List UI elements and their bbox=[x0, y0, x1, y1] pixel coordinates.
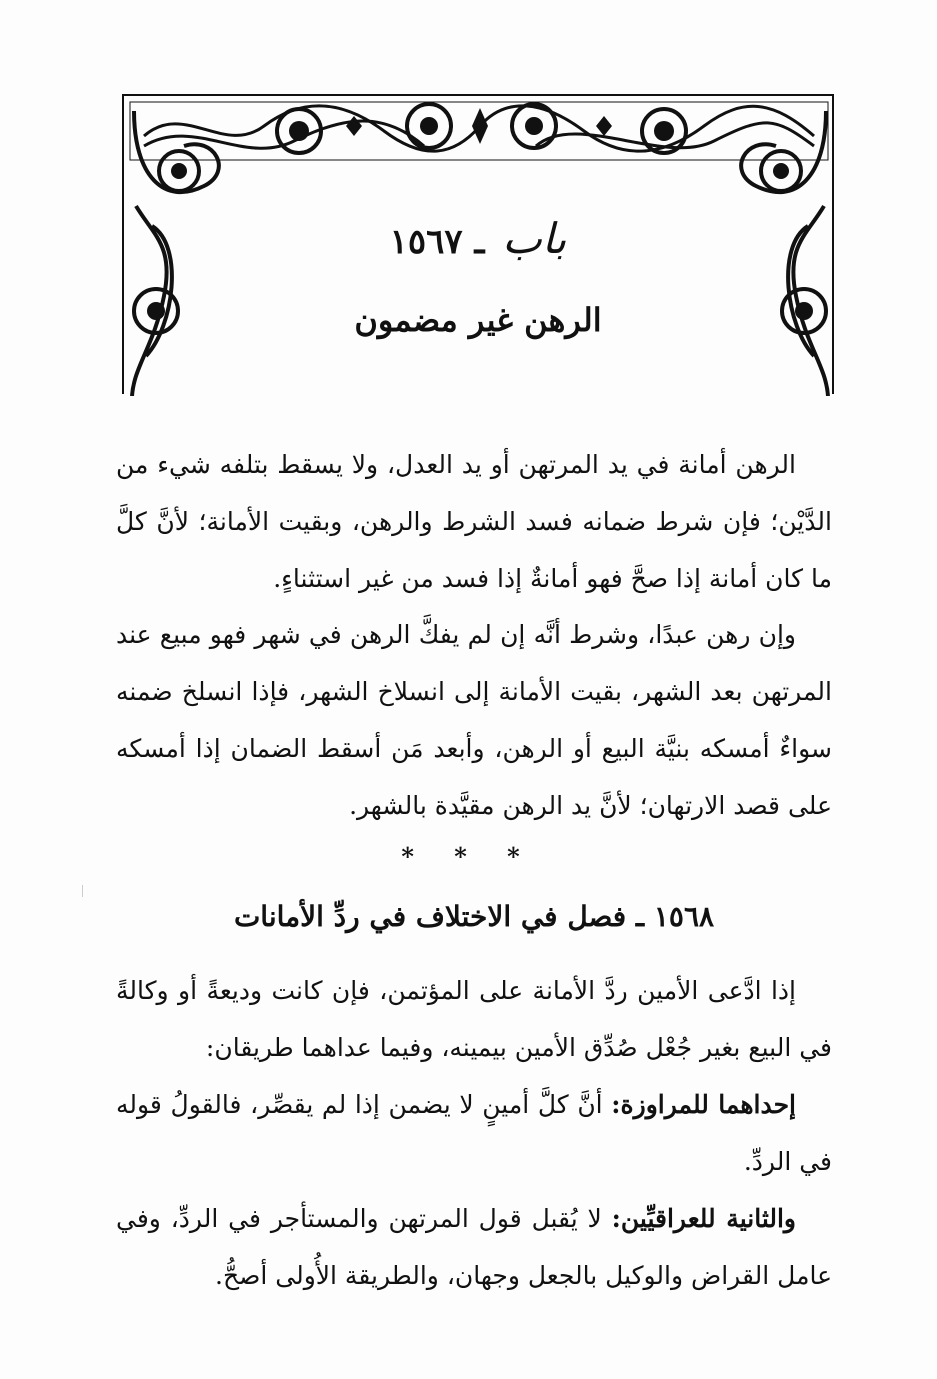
paragraph bbox=[116, 1076, 832, 1190]
paragraph: إذا ادَّعى الأمين ردَّ الأمانة على المؤتمن، فإن كانت وديعةً أو وكالةً في البيع بغير جُعْل صُدِّق الأمين بيمينه، وفيما عداهما طريقان: bbox=[116, 976, 832, 1062]
paragraph-text: لا يُقبل قول المرتهن والمستأجر في الردِّ، وفي عامل القراض والوكيل بالجعل وجهان، والطريقة الأُولى أصحُّ. bbox=[116, 1204, 832, 1290]
margin-mark bbox=[82, 885, 83, 897]
paragraph: وإن رهن عبدًا، وشرط أنَّه إن لم يفكَّ الرهن في شهر فهو مبيع عند المرتهن بعد الشهر، بقيت الأمانة إلى انسلاخ الشهر، فإذا انسلخ ضمنه سواءٌ أمسكه بنيَّة البيع أو الرهن، وأبعد مَن أسقط الضمان إذا أمسكه على قصد الارتهان؛ لأنَّ يد الرهن مقيَّدة بالشهر. bbox=[116, 620, 832, 820]
chapter-number: ١٥٦٧ bbox=[389, 222, 463, 262]
section-separator: * * * bbox=[401, 842, 536, 871]
ornamental-frame bbox=[122, 94, 834, 394]
paragraph-lead: والثانية للعراقيِّين: bbox=[611, 1204, 796, 1233]
paragraph-text: أنَّ كلَّ أمينٍ لا يضمن إذا لم يقصِّر، فالقولُ قوله في الردِّ. bbox=[116, 1090, 832, 1176]
chapter-heading bbox=[124, 214, 832, 263]
chapter-word: باب bbox=[502, 214, 567, 263]
chapter-title: الرهن غير مضمون bbox=[354, 301, 602, 339]
paragraph bbox=[116, 1190, 832, 1304]
paragraph: الرهن أمانة في يد المرتهن أو يد العدل، ولا يسقط بتلفه شيء من الدَّيْن؛ فإن شرط ضمانه فسد الشرط والرهن، وبقيت الأمانة؛ لأنَّ كلَّ ما كان أمانة إذا صحَّ فهو أمانةٌ إذا فسد من غير استثناءٍ. bbox=[116, 450, 832, 593]
chapter-dash: ـ bbox=[474, 222, 485, 262]
section-title: ١٥٦٨ ـ فصل في الاختلاف في ردِّ الأمانات bbox=[233, 900, 715, 933]
paragraph-lead: إحداهما للمراوزة: bbox=[611, 1090, 796, 1119]
